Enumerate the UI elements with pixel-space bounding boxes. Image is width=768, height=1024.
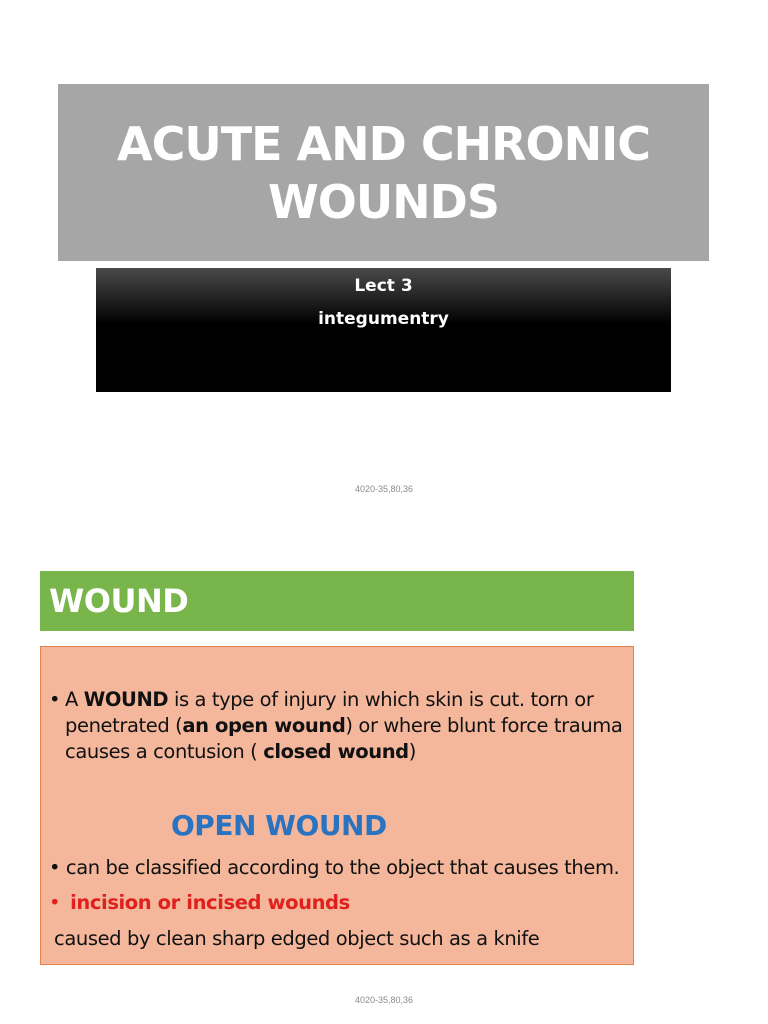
content-box <box>40 646 634 965</box>
definition-bold-term: closed wound <box>263 740 409 763</box>
slide-title: ACUTE AND CHRONIC WOUNDS <box>117 116 650 229</box>
definition-bold-term: WOUND <box>83 688 169 711</box>
section-header-text: WOUND <box>49 582 189 620</box>
course-name: integumentry <box>318 309 449 329</box>
section-header <box>40 571 634 631</box>
lecture-number: Lect 3 <box>354 276 413 296</box>
definition-part: ) or where blunt force trauma causes a contusion ( <box>65 714 623 763</box>
subtitle-banner <box>96 268 671 392</box>
definition-text <box>49 687 624 765</box>
classification-text: can be classified according to the object that causes them. <box>65 856 620 879</box>
title-banner <box>58 84 709 261</box>
definition-part: ) <box>408 740 416 763</box>
incision-description: caused by clean sharp edged object such as a knife <box>54 927 540 950</box>
definition-bullet <box>49 687 624 765</box>
bullet-icon: • <box>49 688 61 711</box>
open-wound-heading: OPEN WOUND <box>171 809 387 842</box>
classification-bullet <box>49 855 629 881</box>
bullet-icon: • <box>49 891 61 914</box>
definition-part: A <box>65 688 84 711</box>
incision-label: incision or incised wounds <box>70 891 350 914</box>
slide-footer: 4020-35,80,36 <box>354 484 414 494</box>
bullet-icon: • <box>49 856 61 879</box>
definition-bold-term: an open wound <box>182 714 346 737</box>
slide-footer: 4020-35,80,36 <box>354 995 414 1005</box>
definition-part: is a type of injury in which skin is cut. torn or penetrated ( <box>65 688 594 737</box>
incision-bullet <box>49 890 629 916</box>
